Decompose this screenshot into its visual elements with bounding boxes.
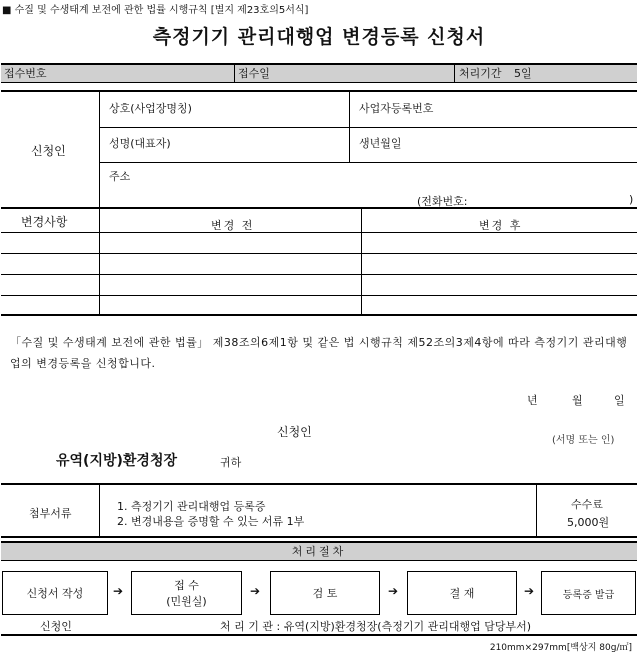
date-year-label[interactable]: 년 <box>527 394 538 407</box>
attachment-item-1: 1. 측정기기 관리대행업 등록증 <box>117 500 266 513</box>
step-write-application <box>2 571 108 615</box>
paper-size-note: 210mm×297mm[백상지 80g/㎡] <box>489 643 632 653</box>
arrow-right-icon: ➔ <box>113 584 124 598</box>
step-5-label: 등록증 발급 <box>562 589 615 601</box>
form-reference: ■ 수질 및 수생태계 보전에 관한 법률 시행규칙 [별지 제23호의5서식] <box>2 5 309 16</box>
step-approval <box>407 571 517 615</box>
attachments-label: 첨부서류 <box>29 507 72 520</box>
fee-label: 수수료 <box>571 498 603 511</box>
step-2-sublabel: (민원실) <box>166 595 207 608</box>
step-issue-certificate <box>541 571 636 615</box>
trade-name-field[interactable]: 상호(사업장명칭) <box>109 102 192 115</box>
change-table <box>1 207 637 316</box>
procedure-title: 처리절차 <box>1 541 637 561</box>
attachments-table <box>1 483 637 538</box>
procedure-applicant-label: 신청인 <box>40 620 72 633</box>
attachment-item-2: 2. 변경내용을 증명할 수 있는 서류 1부 <box>117 515 305 528</box>
applicant-section-label: 신청인 <box>31 144 66 158</box>
receipt-date-label: 접수일 <box>238 67 270 80</box>
receipt-bar <box>1 63 637 83</box>
arrow-right-icon: ➔ <box>250 584 261 598</box>
arrow-right-icon: ➔ <box>524 584 535 598</box>
changes-section-label: 변경사항 <box>21 215 68 229</box>
signature-applicant-label: 신청인 <box>277 425 312 439</box>
applicant-table <box>1 90 637 207</box>
addressee-name: 유역(지방)환경청장 <box>56 453 177 469</box>
representative-name-field[interactable]: 성명(대표자) <box>109 137 171 150</box>
after-change-header: 변경 후 <box>479 219 523 232</box>
date-day-label[interactable]: 일 <box>614 394 625 407</box>
signature-note[interactable]: (서명 또는 인) <box>552 435 615 446</box>
phone-field[interactable]: (전화번호: <box>417 195 468 208</box>
birth-date-field[interactable]: 생년월일 <box>359 137 402 150</box>
phone-close-paren: ) <box>629 193 634 206</box>
document-title: 측정기기 관리대행업 변경등록 신청서 <box>152 26 486 48</box>
before-change-input[interactable] <box>100 233 361 316</box>
arrow-right-icon: ➔ <box>388 584 399 598</box>
addressee-suffix: 귀하 <box>220 456 242 469</box>
step-3-label: 검 토 <box>312 587 338 600</box>
step-4-label: 결 재 <box>449 587 475 600</box>
step-2-label: 접 수 <box>174 579 199 592</box>
address-field[interactable]: 주소 <box>109 170 131 183</box>
date-month-label[interactable]: 월 <box>572 394 583 407</box>
business-registration-field[interactable]: 사업자등록번호 <box>359 102 434 115</box>
procedure-agency-text: 처 리 기 관 : 유역(지방)환경청장(측정기기 관리대행업 담당부서) <box>220 620 531 633</box>
application-statement: 「수질 및 수생태계 보전에 관한 법률」 제38조의6제1항 및 같은 법 시행규칙 제52조의3제4항에 따라 측정기기 관리대행업의 변경등록을 신청합니다. <box>10 336 628 370</box>
before-change-header: 변경 전 <box>211 219 255 232</box>
step-1-label: 신청서 작성 <box>26 587 84 600</box>
receipt-number-label: 접수번호 <box>4 67 47 80</box>
fee-value: 5,000원 <box>567 516 610 529</box>
after-change-input[interactable] <box>362 233 637 316</box>
processing-period-label: 처리기간 <box>459 67 502 80</box>
step-review <box>270 571 380 615</box>
step-receipt <box>131 571 242 615</box>
processing-period-value: 5일 <box>514 67 532 80</box>
